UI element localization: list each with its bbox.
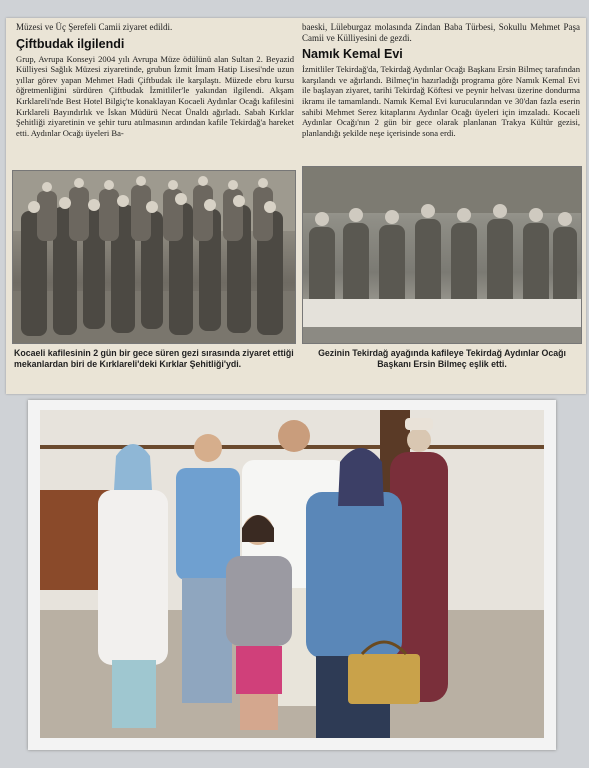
family-photo-print: [28, 400, 556, 750]
family-museum-photo: [40, 410, 544, 738]
group-photo-tekirdag-dinner: [302, 166, 582, 344]
left-lead-line: Müzesi ve Üç Şerefeli Camii ziyaret edildi.: [16, 22, 173, 32]
left-photo-caption: Kocaeli kafilesinin 2 gün bir gece süren gezi sırasında ziyaret ettiği mekanlardan biri de Kırklareli'deki Kırklar Şehitliği'ydi.: [14, 348, 294, 369]
group-photo-illustration: [13, 171, 295, 343]
left-article-column: [16, 18, 294, 138]
group-photo-kirklar-sehitligi: [12, 170, 296, 344]
dinner-photo-illustration: [303, 167, 581, 343]
right-article-column: [302, 18, 580, 138]
family-photo-illustration: [40, 410, 544, 738]
right-article-body: İzmitliler Tekirdağ'da, Tekirdağ Aydınlar Ocağı Başkanı Ersin Bilmeç tarafından karşılandı ve ağırlandı. Bilmeç'in hazırladığı programa göre Namık Kemal Evi ile başlayan ziyaret, tarihi Tekirdağ Köftesi ve peynir helvası üzerine dondurma ikramı ile tamamlandı. Namık Kemal Evi kurucularından ve 30'dan fazla eserin sahibi Mehmet Serez kitaplarını Aydınlar Ocağı üyeleri için imzaladı. Kocaeli Aydınlar Ocağı'nın 2 gün bir gece olarak planlanan Trakya Kültür gezisi, planlandığı şekilde neşe içerisinde sona erdi.: [302, 64, 580, 138]
right-photo-caption: Gezinin Tekirdağ ayağında kafileye Tekirdağ Aydınlar Ocağı Başkanı Ersin Bilmeç eşlik etti.: [318, 348, 566, 369]
left-article-body: Grup, Avrupa Konseyi 2004 yılı Avrupa Müze ödülünü alan Sultan 2. Beyazid Külliyesi Sağlık Müzesi ziyaretinde, grubun İzmit İmam Hatip Lisesi'nde uzun yıllar görev yapan Mehmet Hadi Çiftbudak ile karşılaştı. Müzede ebru kursu öğretmenliğini sürdüren Çiftbudak İzmitliler'le yakından ilgilendi. Akşam Kırklareli'nde Best Hotel Bilgiç'te konaklayan Kocaeli Aydınlar Ocağı kafilesini Kırklareli Bayındırlık ve İskan Müdürü Necat Ünaldı ağırladı. Sabah Kırklar Şehitliği ziyaretinin ve şehir turu atılmasının ardından kafile Tekirdağ'a hareket etti. Aydınlar Ocağı üyeleri Ba-: [16, 53, 294, 138]
right-headline: Namık Kemal Evi: [302, 47, 403, 62]
right-lead-line: baeski, Lüleburgaz molasında Zindan Baba Türbesi, Sokullu Mehmet Paşa Camii ve Külliyesini de gezdi.: [302, 22, 580, 43]
newspaper-clipping: [6, 18, 586, 394]
left-headline: Çiftbudak ilgilendi: [16, 36, 125, 51]
